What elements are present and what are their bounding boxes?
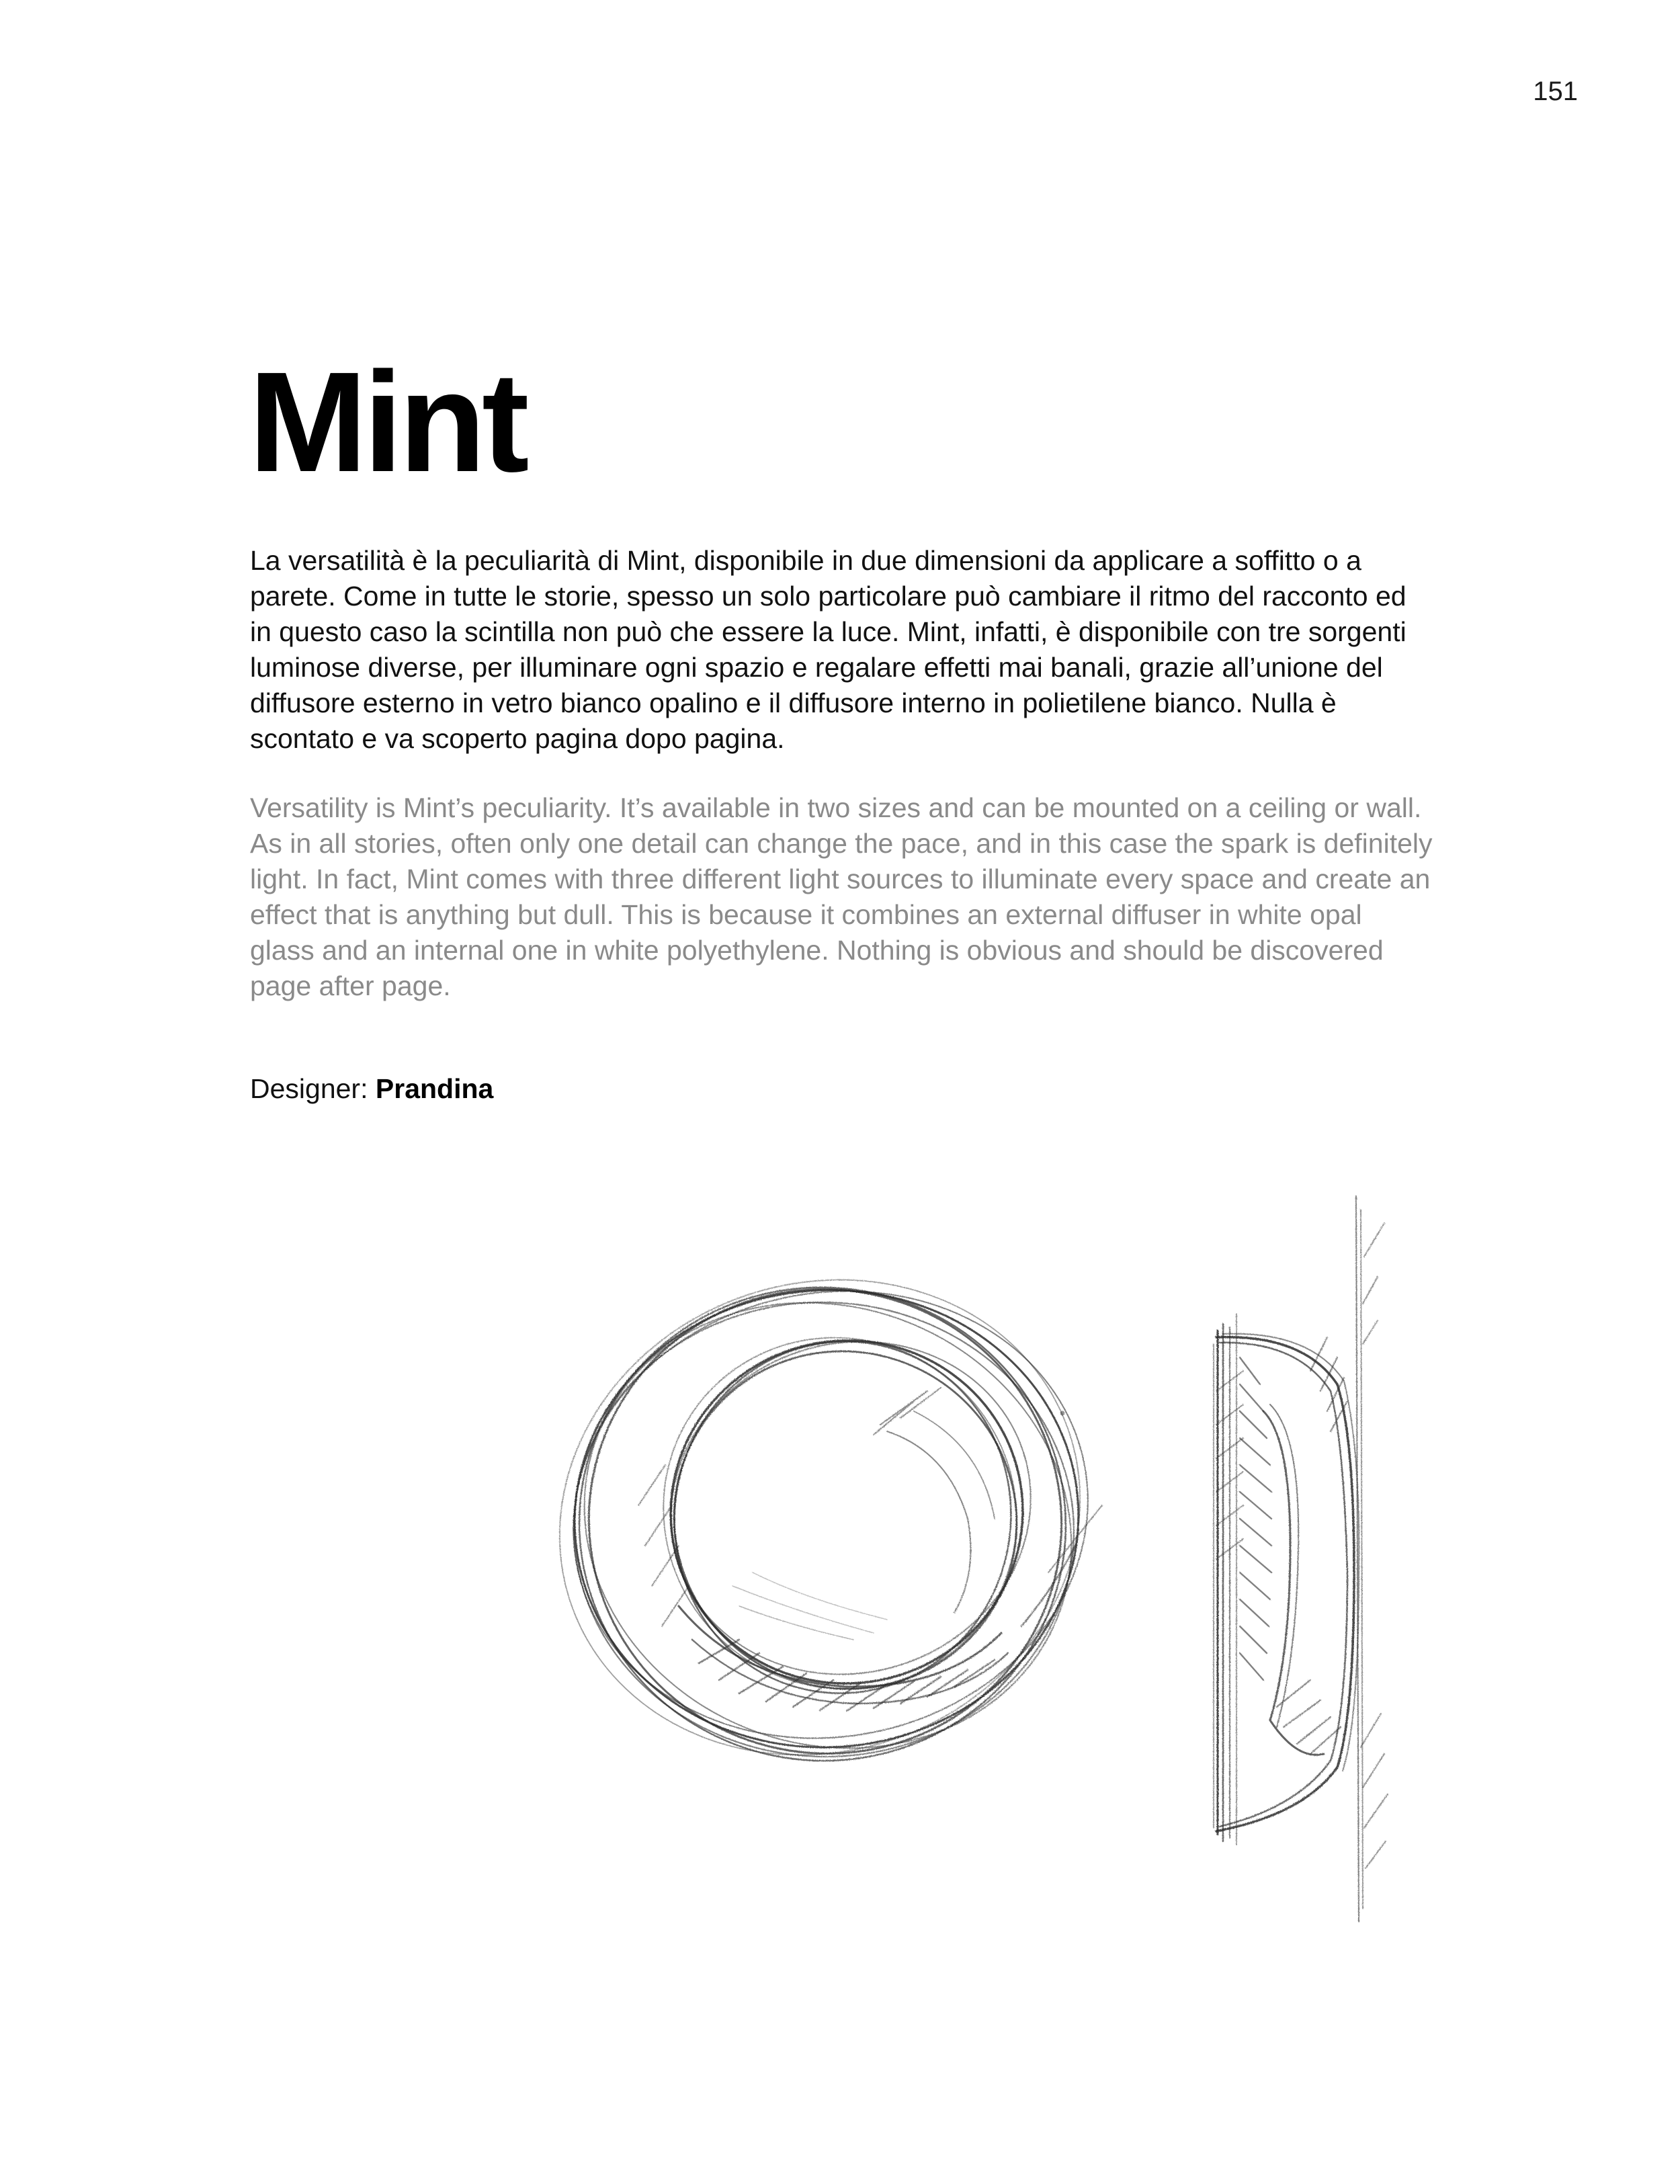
designer-label: Designer: xyxy=(250,1073,368,1104)
designer-name: Prandina xyxy=(375,1073,494,1104)
description-italian: La versatilità è la peculiarità di Mint, disponibile in due dimensioni da applicare a soffitto o a parete. Come in tutte le storie, spesso un solo particolare può cambiare il ritmo del racconto ed in questo caso la scintilla non può che essere la luce. Mint, infatti, è disponibile con tre sorgenti luminose diverse, per illuminare ogni spazio e regalare effetti mai banali, grazie all’unione del diffusore esterno in vetro bianco opalino e il diffusore interno in polietilene bianco. Nulla è scontato e va scoperto pagina dopo pagina. xyxy=(250,545,1406,754)
page-number: 151 xyxy=(1533,77,1578,106)
designer-credit xyxy=(250,1071,493,1107)
description-english: Versatility is Mint’s peculiarity. It’s available in two sizes and can be mounted on a ceiling or wall. As in all stories, often only one detail can change the pace, and in this case the spark is definitely light. In fact, Mint comes with three different light sources to illuminate every space and create an effect that is anything but dull. This is because it combines an external diffuser in white opal glass and an internal one in white polyethylene. Nothing is obvious and should be discovered page after page. xyxy=(250,792,1433,1001)
product-title: Mint xyxy=(249,342,526,501)
lamp-side-view-sketch xyxy=(1214,1196,1388,1922)
lamp-front-view-sketch xyxy=(538,1208,1147,1827)
lamp-sketch-illustration xyxy=(538,1169,1478,1942)
